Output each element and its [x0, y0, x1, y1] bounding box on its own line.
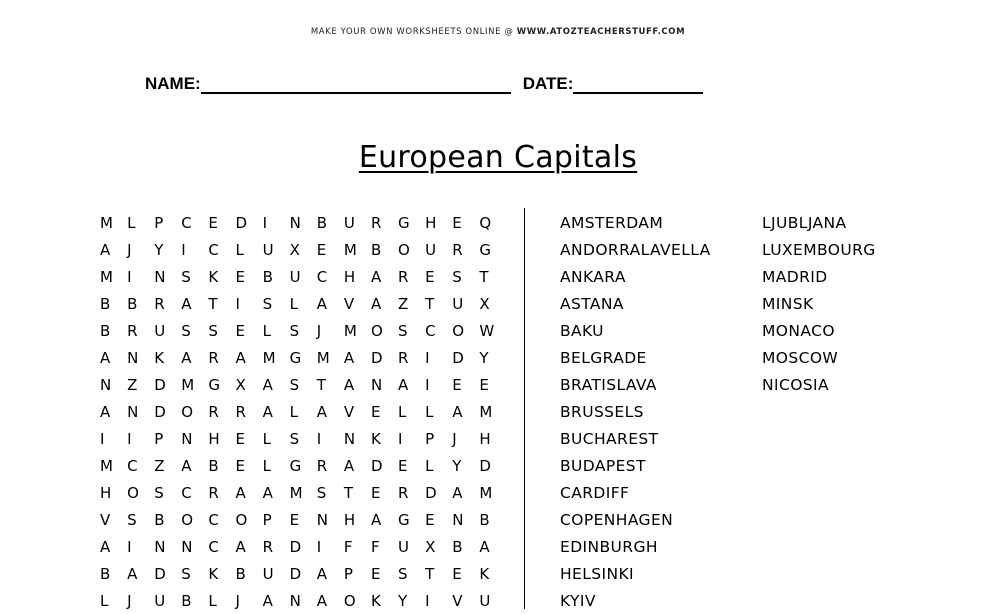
grid-letter: A — [100, 402, 111, 421]
grid-letter: A — [262, 483, 273, 502]
grid-letter: S — [316, 483, 327, 502]
grid-letter: S — [181, 564, 191, 583]
grid-letter: I — [425, 591, 430, 610]
grid-letter: R — [154, 294, 165, 313]
grid-letter: B — [316, 213, 328, 232]
grid-letter: A — [398, 375, 409, 394]
word-list-item: AMSTERDAM — [560, 213, 664, 232]
grid-letter: N — [316, 510, 328, 529]
grid-letter: H — [425, 213, 437, 232]
grid-letter: N — [452, 510, 464, 529]
grid-letter: E — [370, 564, 381, 583]
grid-row — [100, 587, 506, 614]
grid-letter: T — [425, 564, 435, 583]
grid-letter: U — [452, 294, 464, 313]
grid-letter: A — [127, 564, 138, 583]
grid-letter: M — [343, 240, 357, 259]
name-blank-line — [201, 74, 511, 94]
grid-letter: I — [100, 429, 105, 448]
grid-letter: V — [452, 591, 463, 610]
word-list-item: MOSCOW — [762, 348, 839, 367]
grid-letter: D — [235, 213, 248, 232]
grid-letter: A — [235, 348, 246, 367]
word-list-item: MADRID — [762, 267, 828, 286]
grid-letter: R — [398, 267, 409, 286]
grid-letter: U — [425, 240, 437, 259]
grid-letter: S — [289, 429, 300, 448]
grid-letter: M — [343, 321, 357, 340]
grid-letter: N — [181, 429, 193, 448]
grid-letter: N — [154, 267, 166, 286]
grid-letter: D — [154, 564, 166, 583]
grid-letter: L — [398, 402, 407, 421]
grid-letter: D — [425, 483, 437, 502]
grid-row — [100, 452, 506, 479]
grid-letter: B — [100, 294, 111, 313]
word-list-item: MINSK — [762, 294, 814, 313]
grid-letter: R — [262, 537, 273, 556]
grid-letter: J — [316, 321, 322, 340]
grid-letter: K — [208, 267, 219, 286]
grid-row — [100, 317, 506, 344]
grid-letter: L — [127, 213, 136, 232]
grid-row — [100, 344, 506, 371]
grid-letter: N — [370, 375, 383, 394]
grid-letter: E — [479, 375, 489, 394]
grid-letter: A — [343, 456, 355, 475]
grid-letter: Y — [398, 591, 408, 610]
grid-letter: J — [127, 240, 132, 259]
grid-letter: K — [370, 591, 381, 610]
word-list-item: LUXEMBOURG — [762, 240, 876, 259]
grid-letter: A — [370, 510, 382, 529]
grid-letter: M — [262, 348, 276, 367]
grid-letter: Z — [398, 294, 409, 313]
grid-letter: A — [181, 294, 192, 313]
grid-letter: N — [289, 591, 301, 610]
grid-letter: E — [235, 456, 245, 475]
grid-letter: F — [343, 537, 353, 556]
grid-letter: C — [425, 321, 436, 340]
grid-row — [100, 263, 506, 290]
grid-letter: V — [100, 510, 111, 529]
grid-letter: E — [425, 267, 435, 286]
grid-letter: E — [425, 510, 435, 529]
grid-letter: U — [479, 591, 491, 610]
grid-letter: Y — [452, 456, 462, 475]
promo-banner — [0, 27, 996, 37]
grid-row — [100, 533, 506, 560]
grid-letter: A — [316, 294, 328, 313]
grid-letter: U — [289, 267, 301, 286]
grid-letter: E — [452, 375, 462, 394]
date-blank-line — [573, 74, 703, 94]
grid-letter: A — [316, 402, 328, 421]
promo-site: WWW.ATOZTEACHERSTUFF.COM — [516, 27, 686, 37]
grid-letter: B — [127, 294, 138, 313]
grid-letter: K — [154, 348, 165, 367]
grid-letter: N — [127, 402, 139, 421]
grid-letter: A — [262, 402, 273, 421]
grid-letter: C — [181, 213, 192, 232]
grid-letter: G — [398, 213, 410, 232]
grid-letter: N — [154, 537, 166, 556]
grid-letter: B — [154, 510, 165, 529]
grid-letter: L — [262, 456, 271, 475]
grid-letter: J — [127, 591, 132, 610]
grid-letter: U — [154, 591, 166, 610]
grid-letter: H — [479, 429, 491, 448]
grid-letter: X — [235, 375, 246, 394]
grid-letter: S — [208, 321, 218, 340]
grid-letter: T — [316, 375, 326, 394]
grid-letter: S — [398, 564, 408, 583]
grid-letter: L — [100, 591, 109, 610]
grid-letter: T — [208, 294, 218, 313]
grid-letter: X — [425, 537, 436, 556]
grid-letter: R — [398, 348, 409, 367]
grid-letter: S — [262, 294, 273, 313]
grid-letter: Q — [479, 213, 492, 232]
grid-letter: B — [235, 564, 246, 583]
grid-letter: A — [479, 537, 490, 556]
grid-letter: K — [208, 564, 219, 583]
grid-row — [100, 371, 506, 398]
grid-letter: E — [235, 429, 245, 448]
grid-letter: I — [316, 537, 322, 556]
grid-letter: C — [316, 267, 328, 286]
grid-letter: D — [370, 456, 383, 475]
grid-letter: M — [316, 348, 330, 367]
grid-letter: X — [289, 240, 300, 259]
grid-letter: A — [452, 483, 463, 502]
grid-letter: G — [398, 510, 410, 529]
grid-letter: W — [479, 321, 495, 340]
grid-letter: Y — [154, 240, 164, 259]
grid-letter: L — [262, 321, 271, 340]
grid-letter: U — [154, 321, 166, 340]
grid-letter: V — [343, 294, 355, 313]
word-list-item: ANDORRALAVELLA — [560, 240, 711, 259]
grid-letter: E — [235, 267, 245, 286]
grid-letter: J — [235, 591, 240, 610]
grid-letter: D — [154, 375, 166, 394]
grid-letter: L — [425, 456, 434, 475]
word-list-item: MONACO — [762, 321, 835, 340]
grid-letter: I — [127, 429, 132, 448]
grid-letter: M — [289, 483, 303, 502]
grid-letter: U — [398, 537, 410, 556]
grid-letter: D — [370, 348, 383, 367]
grid-letter: O — [181, 402, 194, 421]
grid-letter: I — [425, 348, 430, 367]
grid-letter: D — [289, 537, 302, 556]
grid-letter: D — [452, 348, 464, 367]
word-list-item: EDINBURGH — [560, 537, 658, 556]
grid-letter: B — [479, 510, 490, 529]
grid-letter: M — [479, 402, 493, 421]
grid-row — [100, 425, 506, 452]
grid-letter: D — [289, 564, 302, 583]
grid-letter: M — [181, 375, 195, 394]
grid-letter: B — [262, 267, 273, 286]
grid-letter: I — [127, 267, 132, 286]
grid-letter: R — [127, 321, 138, 340]
grid-letter: L — [262, 429, 271, 448]
grid-letter: M — [479, 483, 493, 502]
grid-letter: A — [262, 591, 273, 610]
grid-letter: E — [289, 510, 300, 529]
grid-letter: P — [154, 429, 164, 448]
grid-letter: I — [398, 429, 403, 448]
word-list-item: BUCHAREST — [560, 429, 659, 448]
grid-letter: B — [181, 591, 192, 610]
column-divider — [524, 208, 525, 609]
grid-letter: A — [370, 267, 382, 286]
grid-letter: S — [154, 483, 164, 502]
grid-letter: B — [100, 564, 111, 583]
grid-letter: G — [289, 456, 302, 475]
grid-letter: G — [289, 348, 302, 367]
grid-letter: A — [100, 348, 111, 367]
grid-letter: C — [208, 510, 219, 529]
grid-letter: A — [181, 456, 192, 475]
grid-letter: O — [343, 591, 356, 610]
grid-letter: H — [100, 483, 112, 502]
grid-letter: N — [100, 375, 112, 394]
grid-letter: B — [370, 240, 382, 259]
word-list-item: CARDIFF — [560, 483, 630, 502]
grid-letter: T — [343, 483, 354, 502]
grid-letter: P — [425, 429, 435, 448]
grid-letter: A — [235, 537, 246, 556]
grid-row — [100, 479, 506, 506]
grid-letter: S — [289, 375, 300, 394]
grid-letter: C — [181, 483, 192, 502]
grid-row — [100, 398, 506, 425]
grid-letter: R — [370, 213, 382, 232]
grid-letter: A — [316, 591, 328, 610]
word-list-item: ANKARA — [560, 267, 626, 286]
grid-letter: I — [425, 375, 430, 394]
grid-letter: A — [343, 348, 355, 367]
grid-letter: D — [154, 402, 166, 421]
grid-letter: E — [370, 402, 381, 421]
grid-letter: I — [127, 537, 132, 556]
grid-letter: S — [452, 267, 462, 286]
word-list-item: NICOSIA — [762, 375, 830, 394]
grid-letter: B — [208, 456, 219, 475]
grid-letter: M — [100, 456, 113, 475]
grid-letter: N — [181, 537, 193, 556]
grid-letter: R — [208, 348, 219, 367]
date-label: DATE: — [522, 74, 574, 93]
name-label: NAME: — [145, 74, 201, 93]
grid-letter: C — [208, 537, 219, 556]
grid-letter: S — [181, 267, 191, 286]
grid-letter: B — [452, 537, 463, 556]
name-date-row — [145, 70, 703, 94]
grid-letter: M — [100, 267, 113, 286]
grid-letter: L — [425, 402, 434, 421]
grid-letter: L — [208, 591, 217, 610]
grid-letter: O — [398, 240, 410, 259]
grid-letter: O — [370, 321, 383, 340]
grid-letter: H — [343, 267, 356, 286]
word-list-item: BRATISLAVA — [560, 375, 657, 394]
grid-letter: A — [316, 564, 328, 583]
grid-letter: S — [289, 321, 300, 340]
grid-letter: V — [343, 402, 355, 421]
grid-letter: E — [316, 240, 327, 259]
grid-letter: F — [370, 537, 380, 556]
grid-row — [100, 560, 506, 587]
grid-letter: I — [316, 429, 322, 448]
grid-letter: R — [208, 402, 219, 421]
grid-letter: I — [262, 213, 267, 232]
grid-letter: S — [181, 321, 191, 340]
grid-letter: N — [343, 429, 356, 448]
grid-letter: G — [208, 375, 220, 394]
grid-letter: E — [452, 564, 462, 583]
grid-letter: N — [289, 213, 301, 232]
grid-letter: S — [127, 510, 137, 529]
grid-letter: G — [479, 240, 491, 259]
grid-letter: K — [370, 429, 381, 448]
grid-letter: A — [262, 375, 273, 394]
promo-prefix: MAKE YOUR OWN WORKSHEETS ONLINE @ — [310, 27, 517, 37]
grid-letter: U — [262, 240, 274, 259]
grid-letter: D — [479, 456, 491, 475]
grid-letter: S — [398, 321, 408, 340]
grid-letter: Y — [479, 348, 489, 367]
grid-letter: E — [370, 483, 381, 502]
grid-letter: L — [289, 294, 299, 313]
grid-row — [100, 236, 506, 263]
grid-letter: X — [479, 294, 490, 313]
grid-letter: I — [235, 294, 240, 313]
grid-row — [100, 290, 506, 317]
grid-letter: C — [208, 240, 219, 259]
grid-letter: A — [343, 375, 355, 394]
grid-letter: L — [235, 240, 244, 259]
word-list-item: KYIV — [560, 591, 596, 610]
word-list-item: ASTANA — [560, 294, 624, 313]
grid-letter: E — [208, 213, 218, 232]
grid-letter: T — [425, 294, 435, 313]
word-list-column-1 — [560, 209, 711, 614]
grid-row — [100, 506, 506, 533]
word-list-item: COPENHAGEN — [560, 510, 674, 529]
grid-letter: A — [370, 294, 382, 313]
grid-letter: L — [289, 402, 299, 421]
word-search-grid — [100, 209, 506, 614]
grid-letter: K — [479, 564, 490, 583]
grid-letter: A — [452, 402, 463, 421]
grid-letter: P — [343, 564, 353, 583]
word-list-item: BELGRADE — [560, 348, 647, 367]
grid-letter: A — [100, 240, 111, 259]
grid-letter: E — [452, 213, 462, 232]
word-list-item: BRUSSELS — [560, 402, 644, 421]
worksheet-title: European Capitals — [358, 140, 638, 175]
grid-letter: U — [343, 213, 355, 232]
grid-letter: P — [262, 510, 272, 529]
grid-letter: Z — [154, 456, 165, 475]
grid-letter: R — [398, 483, 409, 502]
grid-letter: I — [181, 240, 186, 259]
word-list-item: HELSINKI — [560, 564, 635, 583]
grid-letter: H — [343, 510, 356, 529]
grid-letter: R — [208, 483, 219, 502]
word-list-item: LJUBLJANA — [762, 213, 847, 232]
grid-letter: J — [452, 429, 457, 448]
word-list-item: BAKU — [560, 321, 604, 340]
grid-letter: N — [127, 348, 139, 367]
grid-letter: O — [181, 510, 194, 529]
word-list-column-2 — [762, 209, 876, 398]
grid-letter: M — [100, 213, 113, 232]
grid-letter: A — [235, 483, 246, 502]
grid-letter: Z — [127, 375, 138, 394]
grid-letter: R — [316, 456, 328, 475]
grid-letter: A — [181, 348, 192, 367]
grid-letter: O — [235, 510, 248, 529]
grid-row — [100, 209, 506, 236]
grid-letter: B — [100, 321, 111, 340]
grid-letter: A — [100, 537, 111, 556]
grid-letter: O — [452, 321, 465, 340]
grid-letter: R — [452, 240, 463, 259]
grid-letter: O — [127, 483, 139, 502]
grid-letter: U — [262, 564, 274, 583]
grid-letter: E — [398, 456, 408, 475]
grid-letter: R — [235, 402, 246, 421]
grid-letter: P — [154, 213, 164, 232]
grid-letter: T — [479, 267, 489, 286]
grid-letter: H — [208, 429, 220, 448]
grid-letter: C — [127, 456, 138, 475]
word-list-item: BUDAPEST — [560, 456, 646, 475]
grid-letter: E — [235, 321, 245, 340]
